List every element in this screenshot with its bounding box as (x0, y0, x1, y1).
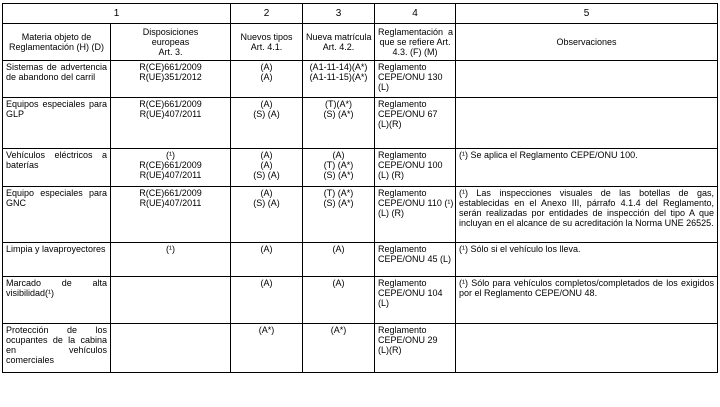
nueva-matricula-text: (A) (332, 244, 345, 254)
header-subject-line: Materia objeto de (21, 32, 92, 42)
table-body (3, 61, 718, 373)
header-disposiciones-line: Art. 3. (158, 47, 183, 57)
nueva-matricula-text: (A*) (330, 325, 347, 335)
disposiciones-cell (111, 243, 231, 277)
subject-text: Marcado de alta visibilidad(¹) (6, 278, 107, 298)
column-number-row (3, 4, 718, 24)
reglamentacion-cell (375, 324, 456, 373)
observaciones-text: (¹) Se aplica el Reglamento CEPE/ONU 100. (459, 150, 638, 160)
disposiciones-cell (111, 61, 231, 98)
disposicion-text: R(UE)407/2011 (139, 170, 202, 180)
reglamentacion-text: (L) (378, 298, 389, 308)
nuevos-tipos-cell (231, 61, 303, 98)
reglamentacion-cell (375, 61, 456, 98)
header-nuevos-tipos (231, 24, 303, 61)
nueva-matricula-cell (303, 243, 375, 277)
nueva-matricula-cell (303, 324, 375, 373)
subject-text: Equipo especiales para GNC (6, 188, 107, 208)
nuevos-tipos-text: (A) (260, 72, 273, 82)
reglamentacion-text: (L) (378, 82, 389, 92)
nuevos-tipos-text: (S) (A) (253, 170, 280, 180)
header-nueva-matricula-line: Art. 4.2. (322, 42, 355, 52)
header-nueva-matricula (303, 24, 375, 61)
header-nuevos-tipos-line: Nuevos tipos (240, 32, 293, 42)
nueva-matricula-text: (S) (A*) (323, 170, 354, 180)
reglamentacion-text: Reglamento (378, 150, 427, 160)
subject-cell (3, 149, 111, 187)
reglamentacion-text: (L)(R) (378, 345, 402, 355)
nuevos-tipos-text: (A) (260, 62, 273, 72)
reglamentacion-cell (375, 277, 456, 324)
table-row (3, 187, 718, 243)
subject-text: Equipos especiales para GLP (6, 99, 107, 119)
observaciones-cell (456, 98, 718, 149)
column-number-1: 1 (3, 4, 231, 24)
header-reglamentacion-line: Reglamentación a (378, 27, 454, 37)
nueva-matricula-cell (303, 187, 375, 243)
observaciones-cell (456, 61, 718, 98)
disposiciones-cell (111, 277, 231, 324)
reglamentacion-text: CEPE/ONU 110 (¹) (378, 198, 454, 208)
reglamentacion-text: Reglamento (378, 99, 427, 109)
disposicion-text: R(CE)661/2009 (139, 188, 202, 198)
header-nuevos-tipos-line: Art. 4.1. (250, 42, 283, 52)
subject-cell (3, 187, 111, 243)
nueva-matricula-cell (303, 277, 375, 324)
reglamentacion-text: CEPE/ONU 104 (378, 288, 443, 298)
header-disposiciones (111, 24, 231, 61)
column-number-5: 5 (456, 4, 718, 24)
reglamentacion-text: (L) (R) (378, 170, 404, 180)
reglamentacion-text: Reglamento (378, 188, 427, 198)
disposicion-text: (¹) (166, 150, 175, 160)
nueva-matricula-cell (303, 149, 375, 187)
subject-text: Sistemas de advertencia de abandono del carril (6, 62, 107, 82)
nueva-matricula-text: (T)(A*) (325, 99, 352, 109)
table-row (3, 61, 718, 98)
nueva-matricula-text: (T) (A*) (323, 188, 354, 198)
header-reglamentacion-line: que se refiere Art. (379, 37, 451, 47)
nuevos-tipos-cell (231, 243, 303, 277)
reglamentacion-text: CEPE/ONU 45 (L) (378, 254, 452, 264)
subject-text: Limpia y lavaproyectores (6, 244, 106, 254)
regulation-table-wrapper (2, 3, 718, 373)
disposicion-text: R(UE)351/2012 (139, 72, 202, 82)
table-row (3, 149, 718, 187)
observaciones-text: (¹) Sólo si el vehículo los lleva. (459, 244, 581, 254)
reglamentacion-text: CEPE/ONU 130 (378, 72, 443, 82)
observaciones-text: (¹) Las inspecciones visuales de las botellas de gas, establecidas en el Anexo III, párrafo 4.1.4 del Reglamento, serán realizadas por entidades de inspección del tipo A que incluyan en el alcance de su acreditación la Norma UNE 26525. (459, 188, 714, 228)
nuevos-tipos-text: (A) (260, 278, 273, 288)
nuevos-tipos-text: (A) (260, 160, 273, 170)
header-reglamentacion (375, 24, 456, 61)
disposicion-text: R(CE)661/2009 (139, 62, 202, 72)
nuevos-tipos-cell (231, 277, 303, 324)
reglamentacion-cell (375, 243, 456, 277)
subject-cell (3, 98, 111, 149)
nuevos-tipos-cell (231, 324, 303, 373)
nuevos-tipos-cell (231, 187, 303, 243)
subject-cell (3, 324, 111, 373)
nuevos-tipos-cell (231, 149, 303, 187)
column-number-2: 2 (231, 4, 303, 24)
observaciones-text: (¹) Sólo para vehículos completos/completados de los exigidos por el Reglamento CEPE/ONU 48. (459, 278, 714, 298)
reglamentacion-text: CEPE/ONU 100 (378, 160, 443, 170)
nuevos-tipos-cell (231, 98, 303, 149)
disposicion-text: R(CE)661/2009 (139, 99, 202, 109)
nuevos-tipos-text: (A) (260, 99, 273, 109)
disposicion-text: (¹) (166, 244, 175, 254)
subject-text: Protección de los ocupantes de la cabina en vehículos comerciales (6, 325, 107, 365)
header-observaciones: Observaciones (456, 24, 718, 61)
reglamentacion-text: Reglamento (378, 62, 427, 72)
disposicion-text: R(CE)661/2009 (139, 160, 202, 170)
nueva-matricula-text: (A) (332, 150, 345, 160)
nueva-matricula-text: (T) (A*) (323, 160, 354, 170)
nuevos-tipos-text: (S) (A) (253, 198, 280, 208)
nuevos-tipos-text: (A) (260, 150, 273, 160)
reglamentacion-text: Reglamento (378, 278, 427, 288)
nueva-matricula-cell (303, 61, 375, 98)
reglamentacion-text: Reglamento (378, 244, 427, 254)
header-disposiciones-line: europeas (151, 37, 190, 47)
disposiciones-cell (111, 324, 231, 373)
observaciones-cell (456, 324, 718, 373)
header-row (3, 24, 718, 61)
table-row (3, 243, 718, 277)
reglamentacion-text: (L)(R) (378, 119, 402, 129)
nueva-matricula-text: (A1-11-15)(A*) (309, 72, 368, 82)
observaciones-cell (456, 277, 718, 324)
disposiciones-cell (111, 149, 231, 187)
reglamentacion-cell (375, 187, 456, 243)
disposicion-text: R(UE)407/2011 (139, 109, 202, 119)
reglamentacion-text: CEPE/ONU 67 (378, 109, 438, 119)
disposiciones-cell (111, 98, 231, 149)
subject-cell (3, 243, 111, 277)
reglamentacion-cell (375, 98, 456, 149)
header-subject-line: Reglamentación (H) (D) (8, 42, 105, 52)
nueva-matricula-text: (S) (A*) (323, 198, 354, 208)
subject-cell (3, 277, 111, 324)
header-nueva-matricula-line: Nueva matrícula (306, 32, 372, 42)
nuevos-tipos-text: (A) (260, 188, 273, 198)
reglamentacion-text: Reglamento (378, 325, 427, 335)
nuevos-tipos-text: (S) (A) (253, 109, 280, 119)
column-number-3: 3 (303, 4, 375, 24)
reglamentacion-text: (L) (R) (378, 208, 404, 218)
subject-cell (3, 61, 111, 98)
header-reglamentacion-line: 4.3. (F) (M) (392, 47, 438, 57)
disposiciones-cell (111, 187, 231, 243)
subject-text: Vehículos eléctricos a baterías (6, 150, 107, 170)
disposicion-text: R(UE)407/2011 (139, 198, 202, 208)
header-disposiciones-line: Disposiciones (142, 27, 199, 37)
column-number-4: 4 (375, 4, 456, 24)
nueva-matricula-text: (S) (A*) (323, 109, 354, 119)
table-row (3, 324, 718, 373)
nuevos-tipos-text: (A*) (258, 325, 275, 335)
observaciones-cell (456, 243, 718, 277)
nueva-matricula-text: (A) (332, 278, 345, 288)
reglamentacion-text: CEPE/ONU 29 (378, 335, 438, 345)
header-subject (3, 24, 111, 61)
observaciones-cell (456, 149, 718, 187)
nueva-matricula-text: (A1-11-14)(A*) (309, 62, 368, 72)
regulation-table (2, 3, 718, 373)
table-row (3, 98, 718, 149)
observaciones-cell (456, 187, 718, 243)
nueva-matricula-cell (303, 98, 375, 149)
reglamentacion-cell (375, 149, 456, 187)
table-row (3, 277, 718, 324)
nuevos-tipos-text: (A) (260, 244, 273, 254)
